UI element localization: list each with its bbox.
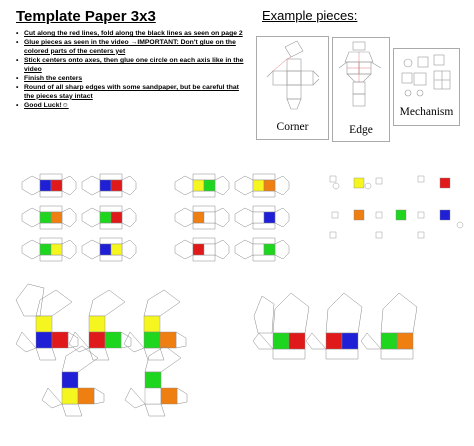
- corner-tab: [177, 388, 187, 404]
- edge-tab-top: [40, 238, 62, 244]
- edge-tab-bottom: [40, 191, 62, 197]
- center-sticker: [440, 178, 450, 188]
- corner-tab: [145, 346, 181, 372]
- edge-tab-right: [215, 176, 229, 195]
- edge-tab-left: [22, 240, 40, 259]
- corner-sticker: [161, 388, 177, 404]
- corner-sticker: [144, 316, 160, 332]
- center-frame-square: [376, 212, 382, 218]
- edge-tab-right: [122, 176, 136, 195]
- corner-tab: [42, 388, 62, 408]
- edge-sticker: [51, 180, 62, 191]
- edge-sticker: [40, 244, 51, 255]
- instruction-item: • Stick centers onto axes, then glue one circle on each axis like in the video: [24, 57, 249, 74]
- edge-tab-bottom: [253, 255, 275, 261]
- edge-sticker: [193, 212, 204, 223]
- edge-sticker: [204, 212, 215, 223]
- edge-sticker: [51, 212, 62, 223]
- corner-sticker: [160, 332, 176, 348]
- corner-tab: [68, 332, 78, 348]
- corner-tab: [36, 348, 56, 360]
- edge-sticker: [100, 244, 111, 255]
- edge-tab-bottom: [40, 223, 62, 229]
- edge-tab-right: [122, 208, 136, 227]
- edge-sticker: [253, 212, 264, 223]
- corner-sticker: [145, 388, 161, 404]
- edge-tab-left: [175, 208, 193, 227]
- edge-tab-left: [22, 208, 40, 227]
- corner-tab: [144, 290, 180, 316]
- corner-sticker: [342, 333, 358, 349]
- edge-sticker: [100, 180, 111, 191]
- edge-tab-top: [100, 238, 122, 244]
- edge-tab-top: [193, 238, 215, 244]
- edge-tab-bottom: [100, 223, 122, 229]
- edge-tab-top: [253, 174, 275, 180]
- center-frame-square: [418, 212, 424, 218]
- center-frame-square: [330, 176, 336, 182]
- center-frame-square: [332, 212, 338, 218]
- edge-tab-right: [275, 176, 289, 195]
- corner-tab: [176, 332, 186, 348]
- corner-sticker: [145, 372, 161, 388]
- center-sticker: [354, 178, 364, 188]
- corner-tab: [381, 293, 417, 333]
- corner-sticker: [52, 332, 68, 348]
- corner-tab: [144, 348, 164, 360]
- corner-sticker: [381, 333, 397, 349]
- edge-tab-bottom: [193, 191, 215, 197]
- corner-sticker: [36, 332, 52, 348]
- edge-tab-top: [100, 174, 122, 180]
- corner-tab: [89, 348, 109, 360]
- edge-tab-left: [175, 240, 193, 259]
- corner-sticker: [144, 332, 160, 348]
- corner-sticker: [62, 388, 78, 404]
- edge-sticker: [264, 244, 275, 255]
- edge-sticker: [204, 244, 215, 255]
- corner-sticker: [273, 333, 289, 349]
- edge-tab-top: [253, 238, 275, 244]
- example-pieces-heading: Example pieces:: [262, 8, 358, 23]
- corner-tab: [254, 296, 274, 333]
- edge-sticker: [111, 180, 122, 191]
- corner-sticker: [326, 333, 342, 349]
- edge-tab-right: [62, 176, 76, 195]
- center-frame-square: [330, 232, 336, 238]
- corner-tab: [273, 293, 309, 333]
- corner-tab: [124, 332, 144, 352]
- edge-tab-left: [82, 240, 100, 259]
- center-frame-square: [418, 176, 424, 182]
- corner-sticker: [89, 316, 105, 332]
- center-circle: [457, 222, 463, 228]
- edge-tab-left: [235, 208, 253, 227]
- edge-sticker: [100, 212, 111, 223]
- edge-tab-top: [100, 206, 122, 212]
- edge-sticker: [51, 244, 62, 255]
- corner-tab: [273, 349, 305, 359]
- page-title: Template Paper 3x3: [16, 8, 156, 25]
- edge-tab-top: [193, 206, 215, 212]
- instruction-item: • Cut along the red lines, fold along the black lines as seen on page 2: [24, 30, 249, 38]
- edge-sticker: [193, 180, 204, 191]
- edge-tab-left: [175, 176, 193, 195]
- instruction-item: • Finish the centers: [24, 75, 249, 83]
- instruction-item: • Good Luck!☺: [24, 102, 249, 110]
- center-circle: [365, 183, 371, 189]
- edge-tab-right: [275, 240, 289, 259]
- corner-tab: [125, 388, 145, 408]
- edge-tab-left: [235, 176, 253, 195]
- edge-tab-bottom: [253, 191, 275, 197]
- edge-tab-bottom: [40, 255, 62, 261]
- corner-sticker: [397, 333, 413, 349]
- corner-tab: [326, 349, 358, 359]
- edge-tab-top: [253, 206, 275, 212]
- edge-sticker: [111, 244, 122, 255]
- instruction-item: • Round of all sharp edges with some sandpaper, but be careful that the pieces stay intact: [24, 84, 249, 101]
- edge-tab-bottom: [193, 223, 215, 229]
- edge-tab-right: [62, 208, 76, 227]
- corner-sticker: [36, 316, 52, 332]
- corner-tab: [36, 290, 72, 316]
- corner-sticker: [105, 332, 121, 348]
- edge-tab-top: [40, 174, 62, 180]
- center-sticker: [440, 210, 450, 220]
- corner-tab: [253, 333, 273, 349]
- corner-sticker: [78, 388, 94, 404]
- edge-tab-left: [82, 208, 100, 227]
- edge-label: Edge: [349, 124, 373, 136]
- corner-tab: [94, 388, 104, 404]
- edge-sticker: [253, 180, 264, 191]
- center-frame-square: [418, 232, 424, 238]
- corner-label: Corner: [276, 121, 309, 133]
- edge-tab-top: [40, 206, 62, 212]
- corner-tab: [89, 290, 125, 316]
- edge-tab-right: [62, 240, 76, 259]
- corner-sticker: [62, 372, 78, 388]
- center-circle: [333, 183, 339, 189]
- corner-tab: [62, 404, 82, 416]
- edge-sticker: [193, 244, 204, 255]
- edge-tab-right: [275, 208, 289, 227]
- edge-sticker: [264, 180, 275, 191]
- edge-sticker: [204, 180, 215, 191]
- edge-sticker: [111, 212, 122, 223]
- edge-sticker: [253, 244, 264, 255]
- edge-tab-left: [235, 240, 253, 259]
- center-frame-square: [376, 232, 382, 238]
- mechanism-label: Mechanism: [399, 106, 454, 118]
- corner-tab: [381, 349, 413, 359]
- corner-sticker: [89, 332, 105, 348]
- edge-tab-bottom: [253, 223, 275, 229]
- edge-tab-right: [215, 208, 229, 227]
- instruction-item: • Glue pieces as seen in the video →IMPORTANT: Don't glue on the colored parts of the centers yet: [24, 39, 249, 56]
- center-frame-square: [376, 178, 382, 184]
- center-sticker: [354, 210, 364, 220]
- corner-tab: [326, 293, 362, 333]
- edge-tab-bottom: [100, 191, 122, 197]
- corner-sticker: [289, 333, 305, 349]
- edge-tab-bottom: [100, 255, 122, 261]
- corner-tab: [306, 333, 326, 349]
- edge-tab-right: [122, 240, 136, 259]
- corner-tab: [145, 404, 165, 416]
- edge-sticker: [40, 180, 51, 191]
- corner-tab: [361, 333, 381, 349]
- edge-sticker: [264, 212, 275, 223]
- edge-tab-top: [193, 174, 215, 180]
- edge-tab-left: [22, 176, 40, 195]
- edge-tab-right: [215, 240, 229, 259]
- edge-tab-left: [82, 176, 100, 195]
- center-sticker: [396, 210, 406, 220]
- corner-tab: [16, 332, 36, 352]
- edge-sticker: [40, 212, 51, 223]
- edge-tab-bottom: [193, 255, 215, 261]
